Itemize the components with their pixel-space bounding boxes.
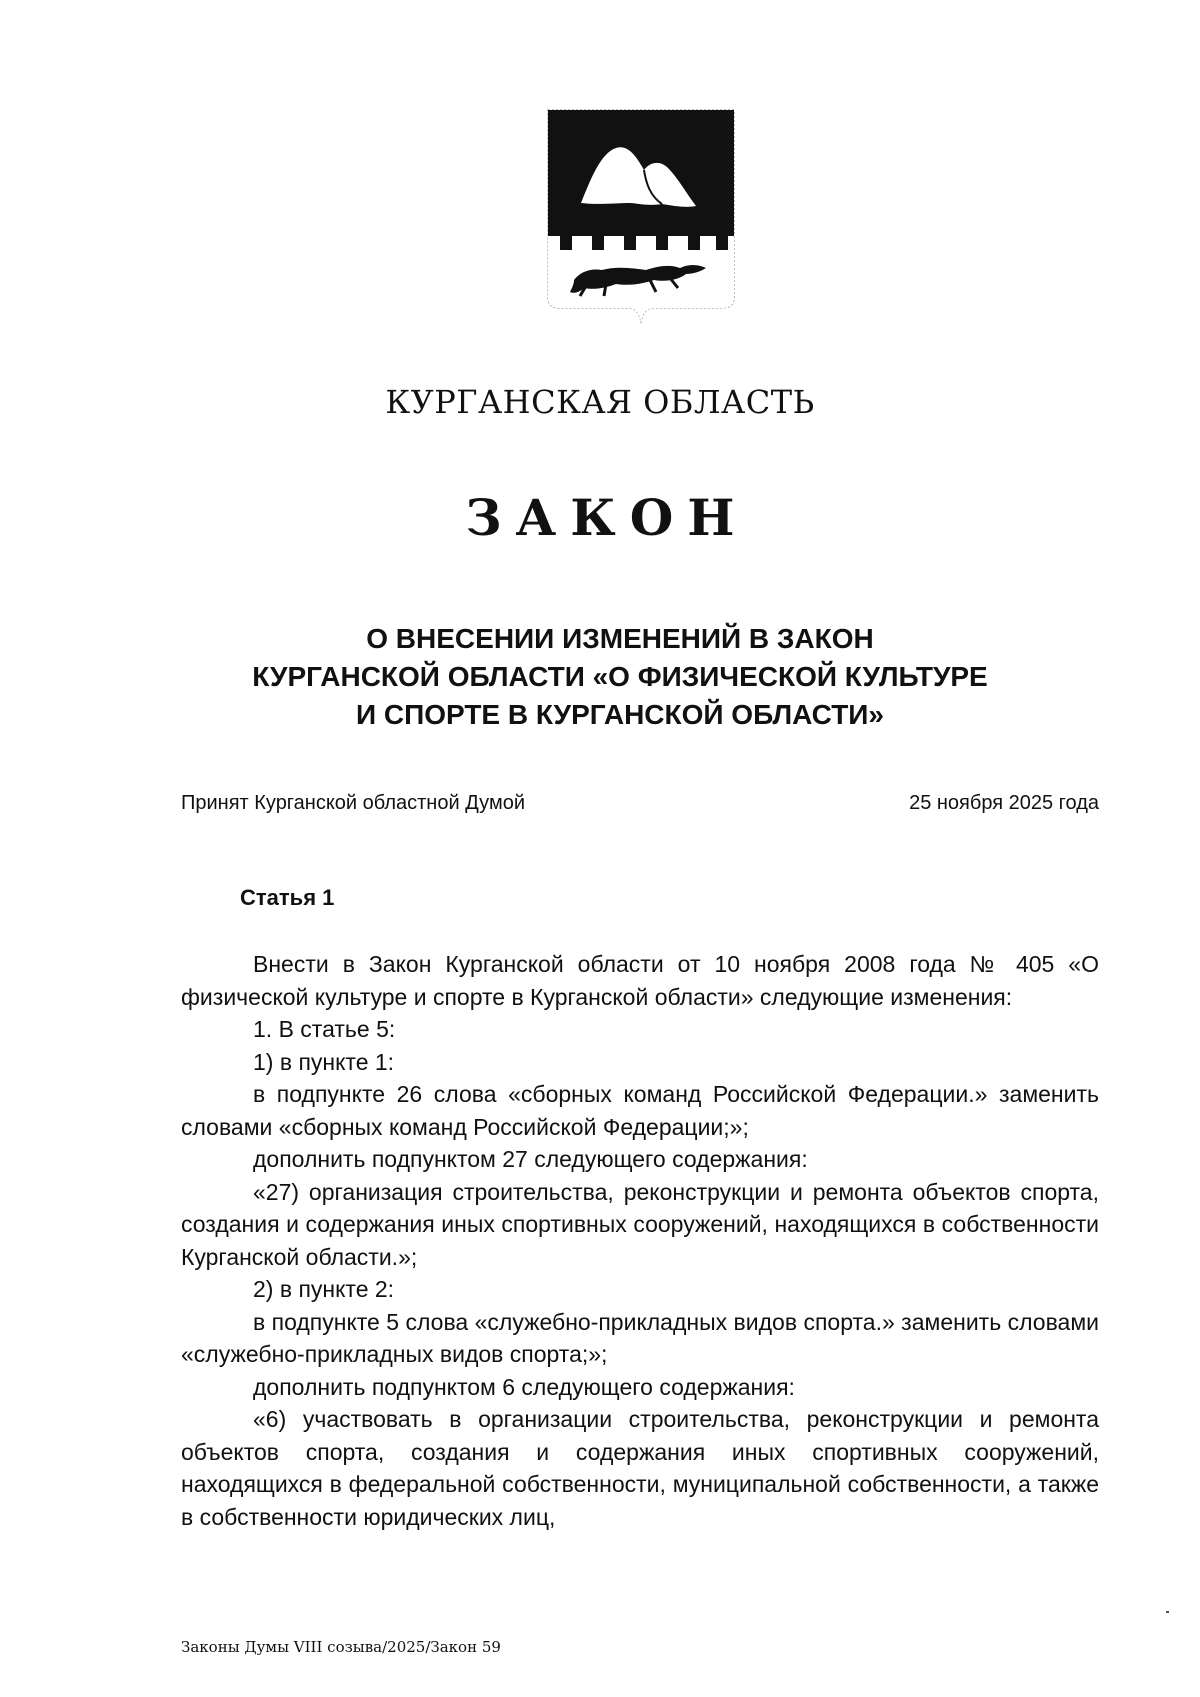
article-paragraph: в подпункте 26 слова «сборных команд Российской Федерации.» заменить словами «сборных команд Российской Федерации;»; — [181, 1081, 1099, 1140]
article-paragraph: 1. В статье 5: — [253, 1016, 396, 1042]
article-paragraph: 2) в пункте 2: — [253, 1276, 395, 1302]
document-type-heading: ЗАКОН — [465, 488, 749, 547]
article-paragraph: в подпункте 5 слова «служебно-прикладных видов спорта.» заменить словами «служебно-прикладных видов спорта;»; — [181, 1308, 1099, 1367]
scan-artifact — [1166, 1611, 1169, 1613]
document-footer-reference: Законы Думы VIII созыва/2025/Закон 59 — [181, 1638, 501, 1656]
region-title: КУРГАНСКАЯ ОБЛАСТЬ — [385, 383, 815, 421]
article-paragraph: «6) участвовать в организации строительства, реконструкции и ремонта объектов спорта, создания и содержания иных спортивных сооружений, находящихся в федеральной собственности, муниципальной собственности, а также в собственности юридических лиц, — [181, 1406, 1099, 1530]
article-paragraph: Внести в Закон Курганской области от 10 ноября 2008 года № 405 «О физической культуре и спорте в Курганской области» следующие изменения: — [181, 951, 1099, 1010]
law-title-line: КУРГАНСКОЙ ОБЛАСТИ «О ФИЗИЧЕСКОЙ КУЛЬТУРЕ — [252, 661, 988, 692]
adoption-date: 25 ноября 2025 года — [909, 792, 1099, 814]
law-title-line: О ВНЕСЕНИИ ИЗМЕНЕНИЙ В ЗАКОН — [366, 623, 874, 654]
coat-of-arms-emblem — [546, 108, 736, 348]
article-body — [181, 948, 1099, 1533]
law-title — [170, 620, 1070, 734]
article-paragraph: «27) организация строительства, реконструкции и ремонта объектов спорта, создания и содержания иных спортивных сооружений, находящихся в собственности Курганской области.»; — [181, 1178, 1099, 1270]
article-paragraph: дополнить подпунктом 6 следующего содержания: — [253, 1373, 795, 1400]
article-paragraph: дополнить подпунктом 27 следующего содержания: — [253, 1146, 808, 1172]
article-heading: Статья 1 — [240, 885, 335, 910]
adopted-by: Принят Курганской областной Думой — [181, 792, 525, 814]
adoption-row — [181, 792, 1099, 815]
law-title-line: И СПОРТЕ В КУРГАНСКОЙ ОБЛАСТИ» — [355, 699, 885, 730]
article-paragraph: 1) в пункте 1: — [253, 1048, 395, 1075]
